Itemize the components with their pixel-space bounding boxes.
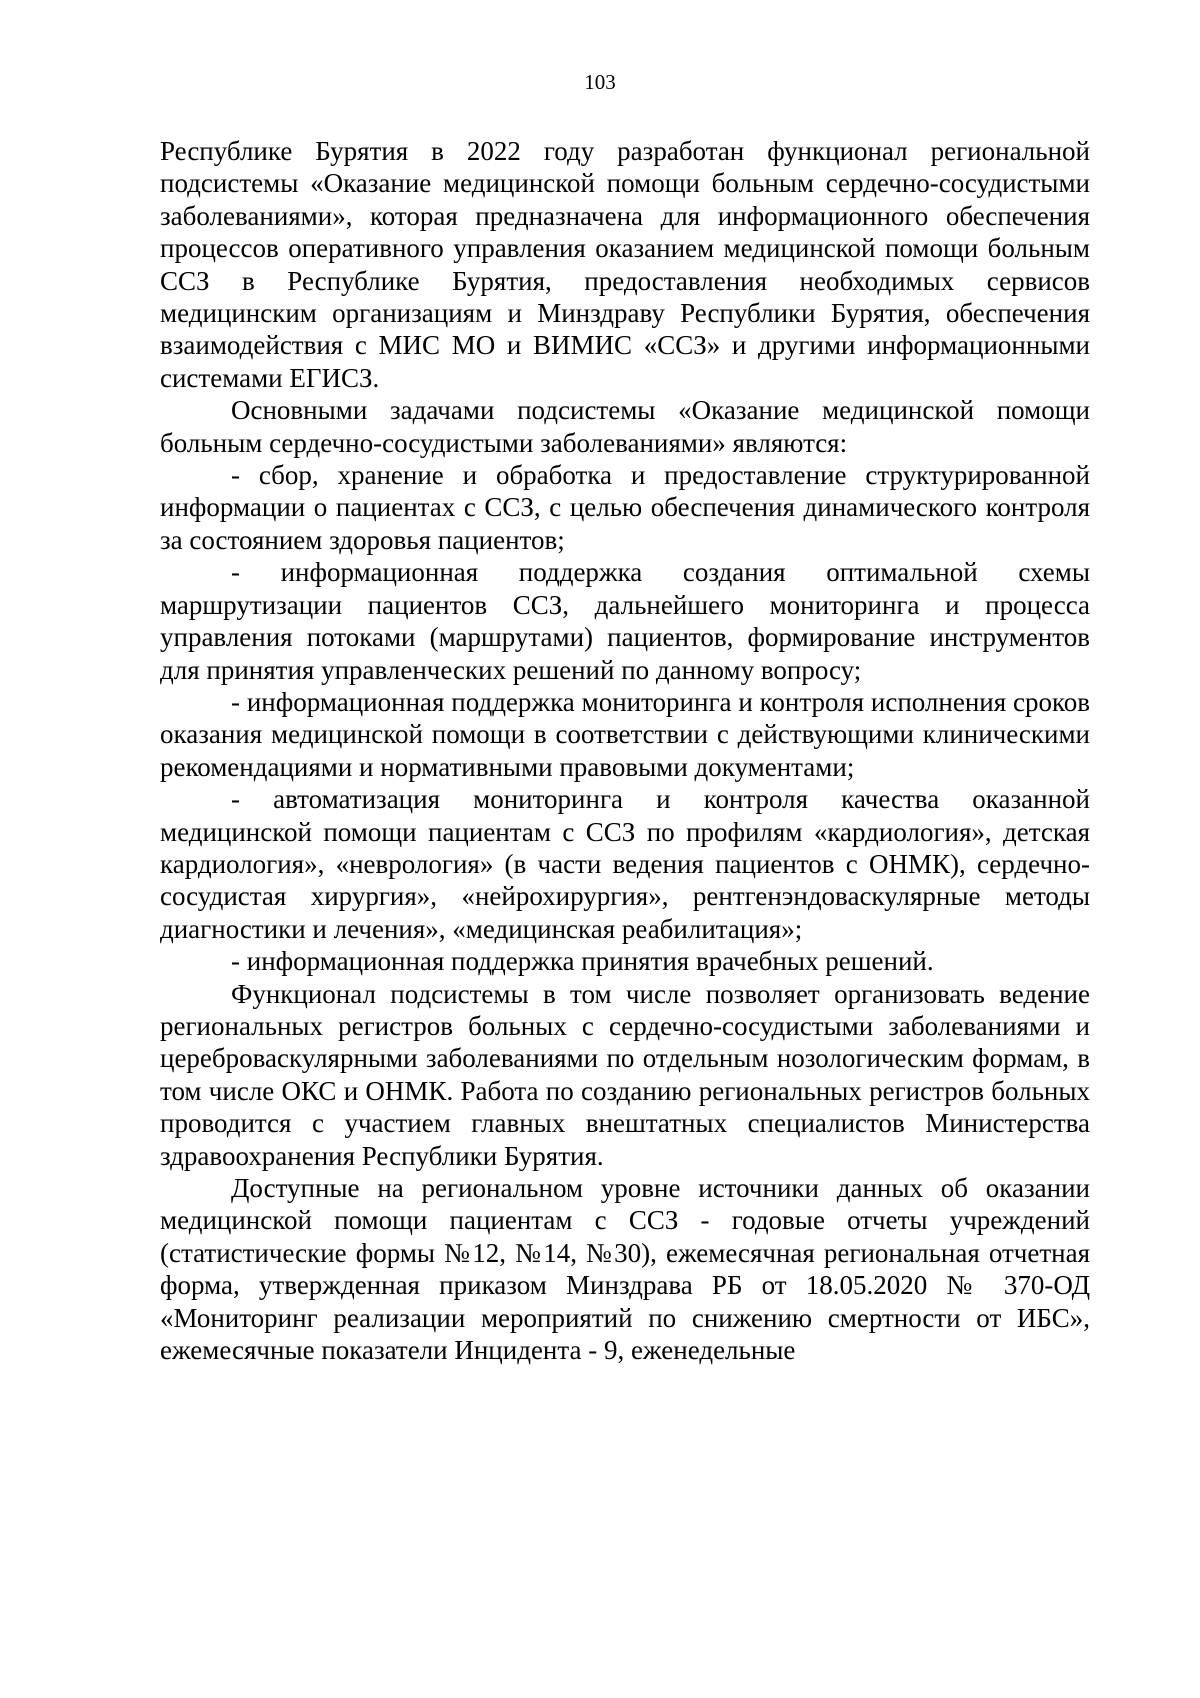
list-item-routing-support: - информационная поддержка создания оптимальной схемы маршрутизации пациентов ССЗ, дальнейшего мониторинга и процесса управления потоками (маршрутами) пациентов, формирование инструментов для принятия управленческих решений по данному вопросу; (160, 557, 1090, 685)
body-text (160, 135, 1090, 1366)
list-item-quality-control: - автоматизация мониторинга и контроля качества оказанной медицинской помощи пациентам с ССЗ по профилям «кардиология», детская кардиология», «неврология» (в части ведения пациентов с ОНМК), сердечно-сосудистая хирургия», «нейрохирургия», рентгенэндоваскулярные методы диагностики и лечения», «медицинская реабилитация»; (160, 784, 1090, 944)
list-item-monitoring-deadlines: - информационная поддержка мониторинга и контроля исполнения сроков оказания медицинской помощи в соответствии с действующими клиническими рекомендациями и нормативными правовыми документами; (160, 686, 1090, 782)
paragraph-intro-functional: Республике Бурятия в 2022 году разработан функционал региональной подсистемы «Оказание медицинской помощи больным сердечно-сосудистыми заболеваниями», которая предназначена для информационного обеспечения процессов оперативного управления оказанием медицинской помощи больным ССЗ в Республике Бурятия, предоставления необходимых сервисов медицинским организациям и Минздраву Республики Бурятия, обеспечения взаимодействия с МИС МО и ВИМИС «ССЗ» и другими информационными системами ЕГИСЗ. (160, 136, 1090, 393)
paragraph-registers: Функционал подсистемы в том числе позволяет организовать ведение региональных регистров больных с сердечно-сосудистыми заболеваниями и цереброваскулярными заболеваниями по отдельным нозологическим формам, в том числе ОКС и ОНМК. Работа по созданию региональных регистров больных проводится с участием главных внештатных специалистов Министерства здравоохранения Республики Бурятия. (160, 978, 1090, 1171)
list-item-data-collection: - сбор, хранение и обработка и предоставление структурированной информации о пациентах с ССЗ, с целью обеспечения динамического контроля за состоянием здоровья пациентов; (160, 460, 1090, 555)
paragraph-data-sources: Доступные на региональном уровне источники данных об оказании медицинской помощи пациентам с ССЗ - годовые отчеты учреждений (статистические формы №12, №14, №30), ежемесячная региональная отчетная форма, утвержденная приказом Минздрава РБ от 18.05.2020 № 370-ОД «Мониторинг реализации мероприятий по снижению смертности от ИБС», ежемесячные показатели Инцидента - 9, еженедельные (160, 1173, 1090, 1366)
paragraph-main-tasks: Основными задачами подсистемы «Оказание медицинской помощи больным сердечно-сосудистыми заболеваниями» являются: (160, 395, 1090, 458)
list-item-decision-support: - информационная поддержка принятия врачебных решений. (231, 946, 934, 977)
page-number: 103 (584, 70, 616, 94)
